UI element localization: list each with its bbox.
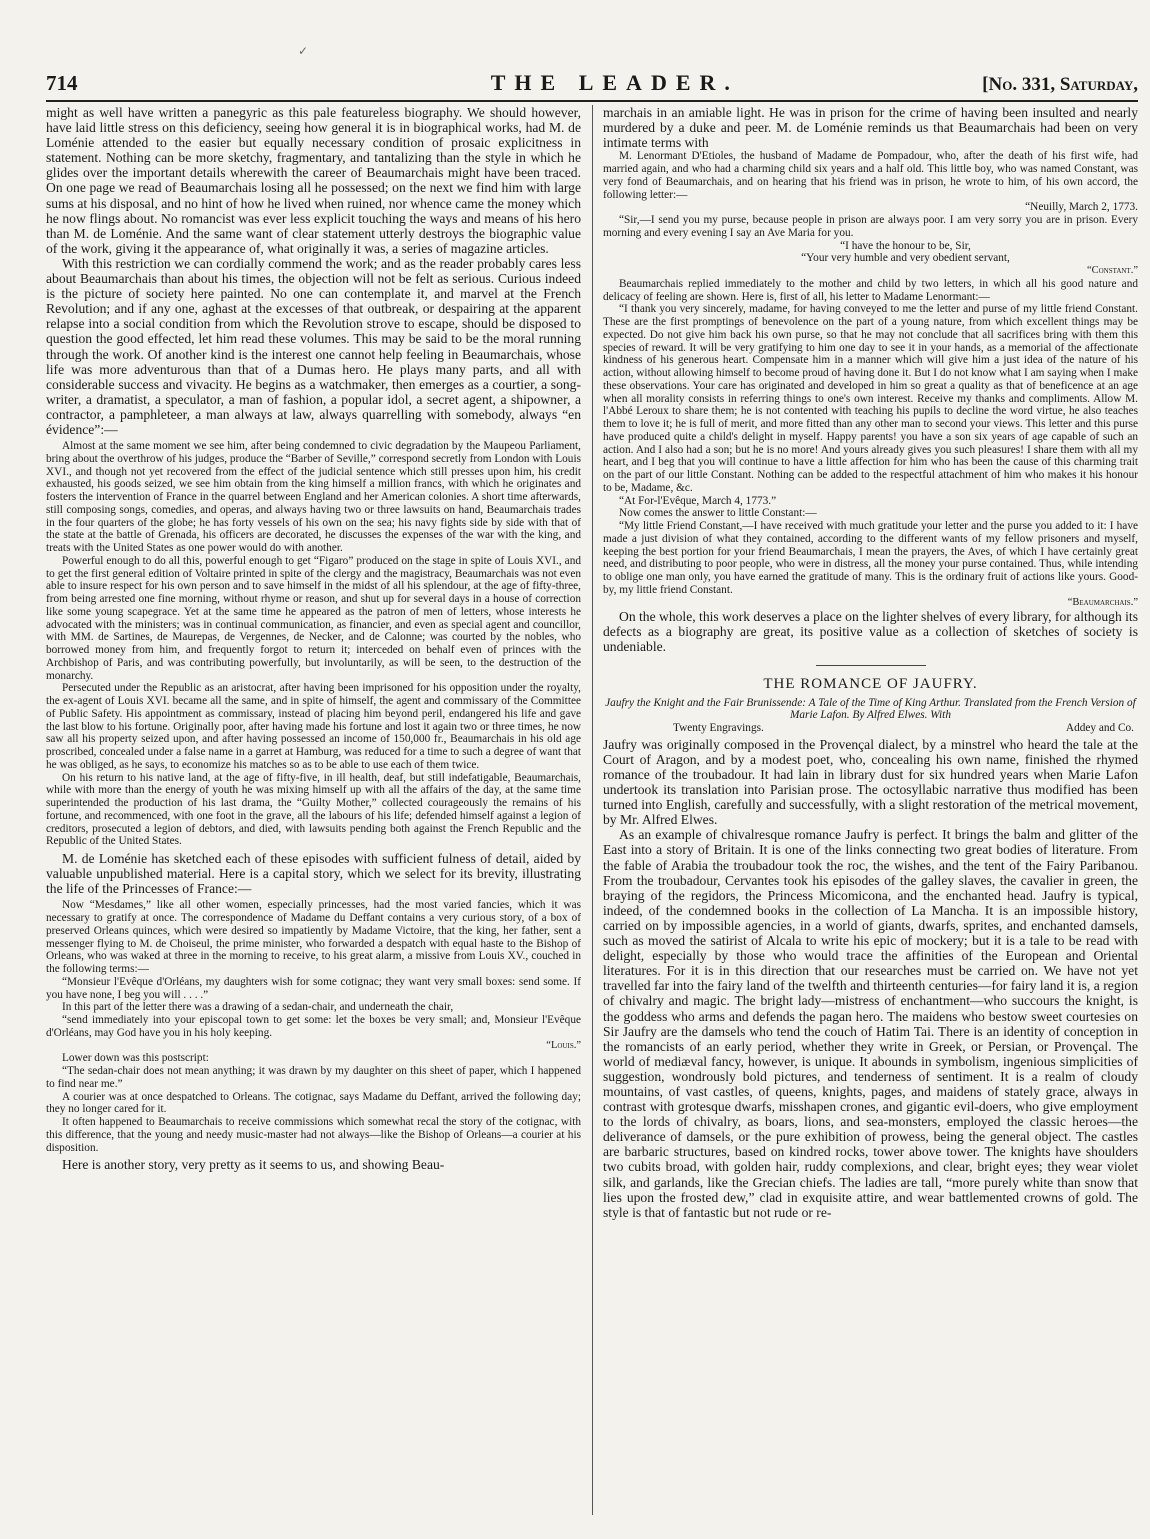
quoted-paragraph: Lower down was this postscript:: [62, 1052, 209, 1065]
quoted-paragraph: Beaumarchais replied immediately to the mother and child by two letters, in which all his good nature and delicacy of feeling are shown. Here is, first of all, his letter to Madame Lenormant:—: [603, 277, 1138, 303]
letter-closing: “Your very humble and very obedient servant,: [801, 252, 1010, 265]
signature: “Beaumarchais.”: [1067, 596, 1138, 608]
quoted-paragraph: Now comes the answer to little Constant:—: [619, 507, 817, 520]
review-title: THE ROMANCE OF JAUFRY.: [763, 675, 978, 692]
quoted-paragraph: M. Lenormant D'Etioles, the husband of Madame de Pompadour, who, after the death of his first wife, had married again, and who had a charming child six years and a half old. This little boy, who was named Constant, was very fond of Beaumarchais, and on hearing that his friend was in prison, he wrote to him, of his own accord, the following letter:—: [603, 150, 1138, 201]
paragraph: On the whole, this work deserves a place on the lighter shelves of every library, for although its defects as a biography are great, its positive value as a collection of sketches of society is undeniable.: [603, 609, 1138, 655]
quoted-paragraph: “Monsieur l'Evêque d'Orléans, my daughters wish for some cotignac; they want very small boxes: send some. If you have none, I beg you will . . . .”: [46, 975, 581, 1001]
paragraph: Jaufry was originally composed in the Provençal dialect, by a minstrel who heard the tale at the Court of Aragon, and by a modest poet, who, concealing his own name, finished the rhymed romance of the troubadour. It had lain in library dust for six hundred years when Marie Lafon undertook its translation into Parisian prose. The octosyllabic narrative thus modified has been turned into English, carefully and successfully, with a slight restoration of the metrical movement, by Mr. Alfred Elwes.: [603, 736, 1138, 828]
stray-mark: ✓: [298, 44, 309, 58]
publisher: Addey and Co.: [1065, 722, 1134, 735]
columns: [46, 105, 1138, 1515]
left-column: [46, 105, 581, 1515]
right-column: [592, 105, 1138, 1515]
engravings-note: Twenty Engravings.: [673, 722, 764, 735]
letter-closing: “I have the honour to be, Sir,: [840, 239, 971, 252]
paragraph: With this restriction we can cordially commend the work; and as the reader probably cares less about Beaumarchais than about his times, the objection will not be felt as serious. Curious indeed is the picture of society here painted. No one can contemplate it, and marvel at the French Revolution; and if any one, aghast at the excesses of that outbreak, or despairing at the apparent relapse into a social condition from which the Revolution strove to escape, should be disposed to question the good effected, let him read these volumes. This may be said to be the moral running through the work. Of another kind is the interest one cannot help feeling in Beaumarchais, whose life was more adventurous than that of a Dumas hero. He plays many parts, and all with considerable success and vivacity. He begins as a watchmaker, then emerges as a courtier, a song-writer, a dramatist, a speculator, a man of fashion, a popular idol, a secret agent, a shipowner, a contractor, a pamphleteer, a man always at law, always quarrelling with somebody, always “en évidence”:—: [46, 255, 581, 437]
quoted-paragraph: Persecuted under the Republic as an aristocrat, after having been imprisoned for his opposition under the royalty, the ex-agent of Louis XVI. became all the same, and in spite of himself, the agent and commissary of the Committee of Public Safety. His appointment as commissary, instead of placing him beyond peril, endangered his life and gave the last blow to his fortune. Originally poor, after having made his fortune and lost it again two or three times, he now saw all his property seized upon, and after having possessed an income of 150,000 fr., Beaumarchais in his old age proscribed, concealed under a false name in a garret at Hamburg, was reduced for a time to such a degree of want that he was obliged, as he says, to economize his matches so as to be able to use each of them twice.: [46, 682, 581, 771]
quoted-paragraph: Powerful enough to do all this, powerful enough to get “Figaro” produced on the stage in spite of Louis XVI., and to get the first general edition of Voltaire printed in spite of the clergy and the magistracy, Beaumarchais was not even able to insure respect for his own person and to save himself in the midst of all his splendour, at the age of fifty-three, from being arrested one fine morning, without rhyme or reason, and shut up for several days in a house of correction like some young scapegrace. Yet at the same time he appeared as the patron of men of letters, whose interests he advocated with the ministers; was in continual communication, as financier, and even as special agent and councillor, with MM. de Sartines, de Maurepas, de Vergennes, de Necker, and de Calonne; was courted by the nobles, who borrowed money from him, and frequently forgot to return it; interceded on behalf even of princes with the Archbishop of Paris, and was contributing powerfully, but involuntarily, as will be seen, to the destruction of the monarchy.: [46, 554, 581, 682]
quoted-paragraph: “I thank you very sincerely, madame, for having conveyed to me the letter and purse of my little friend Constant. These are the first promptings of benevolence on the part of a young nature, from which excellent things may be expected. Do not give him back his own purse, so that he may not conclude that all sacrifices bring with them this species of reward. It will be very gratifying to him one day to see it in your hands, as a memorial of the affectionate kindness of his generous heart. Compensate him in a manner which will give him a just idea of the nature of his action, without allowing himself to become proud of having done it. But I do not know what I am saying when I make these observations. Your care has originated and developed in him so great a quality as that of beneficence at an age when all morality consists in referring things to one's own interest. Receive my thanks and compliments. Allow M. l'Abbé Leroux to share them; he is not contented with teaching his pupils to decline the word virtue, he also teaches them to love it; he is full of merit, and more fitted than any other man to second your views. This letter and this purse have produced quite a child's delight in myself. Happy parents! you have a son six years of age capable of such an action. And I also had a son; but he is no more! And yours already gives you such pleasures! I share them with all my heart, and I beg that you will continue to have a little affection for him who has been the cause of this charming trait on the part of our little Constant. Nothing can be added to the respectful attachment of him who makes it his honour to be, Madame, &c.: [603, 303, 1138, 494]
quoted-paragraph: Now “Mesdames,” like all other women, especially princesses, had the most varied fancies, which it was necessary to gratify at once. The correspondence of Madame du Deffant contains a very curious story, of a box of preserved Orleans quinces, which were desired so impatiently by Madame Victoire, that the king, her father, sent a messenger flying to M. de Choiseul, the prime minister, who forwarded a despatch with equal haste to the Bishop of Orleans, who was waked at three in the morning to receive, to his great alarm, a missive from Louis XV., couched in the following terms:—: [46, 899, 581, 976]
section-divider: [816, 665, 926, 666]
signature: “Constant.”: [1086, 265, 1138, 277]
quoted-paragraph: “Sir,—I send you my purse, because people in prison are always poor. I am very sorry you are in prison. Every morning and every evening I say an Ave Maria for you.: [603, 214, 1138, 239]
paragraph: might as well have written a panegyric as this pale featureless biography. We should however, have laid little stress on this deficiency, seeing how general it is in biographical works, had M. de Loménie attended to the easier but equally necessary condition of prosaic explicitness in statement. Nothing can be more sketchy, fragmentary, and tantalizing than the style in which he glides over the important details wherewith the career of Beaumarchais might have been traced. On one page we read of Beaumarchais losing all he possessed; on the next we find him with large sums at his disposal, and no hint of how he lived when ruined, nor whence came the money which he now flings about. No romancist was ever less explicit touching the ways and means of his hero than M. de Loménie. And the same want of clear statement utterly destroys the biographic value of the work, giving it the appearance of, what originally it was, a series of magazine articles.: [46, 105, 581, 256]
paragraph: M. de Loménie has sketched each of these episodes with sufficient fulness of detail, aided by valuable unpublished material. Here is a capital story, which we select for its brevity, illustrating the life of the Princesses of France:—: [46, 851, 581, 897]
quoted-paragraph: “send immediately into your episcopal town to get some: let the boxes be very small; and, Monsieur l'Evêque d'Orléans, may God have you in his holy keeping.: [46, 1014, 581, 1039]
newspaper-title: THE LEADER.: [490, 70, 739, 95]
letter-date: “At For-l'Evêque, March 4, 1773.”: [619, 494, 777, 507]
quoted-paragraph: In this part of the letter there was a drawing of a sedan-chair, and underneath the chair,: [62, 1001, 454, 1014]
review-subtitle: [603, 697, 1138, 723]
header-rule: [46, 100, 1138, 102]
quoted-paragraph: “The sedan-chair does not mean anything; it was drawn by my daughter on this sheet of paper, which I happened to find near me.”: [46, 1065, 581, 1090]
publisher-line: [603, 722, 1138, 735]
issue-label: [No. 331, Saturday,: [982, 74, 1138, 95]
paragraph: As an example of chivalresque romance Jaufry is perfect. It brings the balm and glitter of the East into a story of Britain. It is one of the links connecting two great bodies of literature. From the fable of Arabia the troubadour took the roc, the wishes, and the tent of the Fairy Paribanou. From the troubadour, Cervantes took his episodes of the galley slaves, the cavalier in green, the braying of the regidors, the Princess Micomicona, and the enchanted head. Jaufry is typical, indeed, of the condemned books in the collection of La Mancha. It is an impossible history, carried on by impossible agencies, in a world of giants, dwarfs, sprites, and enchanted damsels, such as moved the satirist of Alcala to write his epic of mockery; but it is a tale to be read with delight, especially by those who would trace the affinities of the European and Oriental literatures. For it is in this direction that our researches must be carried on. We have not yet travelled far into the fairy land of the twelfth and thirteenth centuries—for fairy land it is, a region of chivalry and magic. The bright lady—mistress of enchantment—who succours the knight, is the goddess who arms and defends the pagan hero. The maidens who bestow sweet courtesies on Sir Jaufry are the damsels who tend the couch of Hatim Tai. There is an identity of conception in the romancists of an early period, whether they write in Greek, or Persian, or Provençal. The world of mediæval fancy, however, is unique. It abounds in symbolism, ingenious simplicities of suggestion, wondrously bold pictures, and tenderness of sentiment. It is a realm of cloudy mountains, of vast castles, of queens, knights, pages, and maidens of stately grace, always in contrast with grotesque dwarfs, misshapen crones, and gigantic evil-doers, who give employment to the lords of chivalry, as boars, lions, and sea-monsters, employed the classic heroes—the deliverance of damsels, or the pure exhibition of prowess, being the general object. The castles are barbaric structures, based on kindred rocks, tower above tower. The knights have shoulders two cubits broad, with golden hair, ruddy complexions, and clear, bright eyes; they wear violet silk, and garlands, like the Grecian chiefs. The ladies are tall, “more purely white than snow that lies upon the frosted dew,” clad in exquisite attire, and wear battlemented crowns of gold. The style is that of fantastic but not rude or re-: [603, 827, 1138, 1220]
quoted-paragraph: On his return to his native land, at the age of fifty-five, in ill health, deaf, but still indefatigable, Beaumarchais, while with more than the energy of youth he was mixing himself up with all the affairs of the day, at the same time superintended the production of his last drama, the “Guilty Mother,” collected courageously the remains of his fortune, and recommenced, with one foot in the grave, all the labours of his life; defended himself against a legion of creditors, prosecuted a legion of debtors, and died, with lawsuits pending both against the French Republic and the Republic of the United States.: [46, 771, 581, 848]
masthead: [46, 70, 1138, 98]
paragraph: marchais in an amiable light. He was in prison for the crime of having been insulted and nearly murdered by a duke and peer. M. de Loménie reminds us that Beaumarchais had been on very intimate terms with: [603, 105, 1138, 151]
book-title: Jaufry the Knight and the Fair Brunissende: A Tale of the Time of King Arthur. Translated from the French Version of Marie Lafon. By Alfred Elwes. With: [605, 696, 1136, 722]
paragraph: Here is another story, very pretty as it seems to us, and showing Beau-: [62, 1157, 445, 1173]
quoted-paragraph: A courier was at once despatched to Orleans. The cotignac, says Madame du Deffant, arrived the following day; they no longer cared for it.: [46, 1090, 581, 1116]
letter-date: “Neuilly, March 2, 1773.: [1025, 201, 1138, 214]
signature: “Louis.”: [546, 1039, 581, 1051]
quoted-paragraph: “My little Friend Constant,—I have received with much gratitude your letter and the purse you added to it: I have made a just division of what they contained, according to the different wants of my fellow prisoners and myself, keeping the best portion for your friend Beaumarchais, I mean the prayers, the Aves, of which I have certainly great need, and distributing to poor people, who were in distress, all the money your purse contained. Thus, while intending to oblige one man only, you have earned the gratitude of many. This is the ordinary fruit of actions like yours. Good-by, my little friend Constant.: [603, 520, 1138, 596]
page-number: 714: [46, 71, 78, 95]
quoted-paragraph: It often happened to Beaumarchais to receive commissions which somewhat recal the story of the cotignac, with this difference, that the young and needy music-master had not always—like the Bishop of Orleans—a courier at his disposition.: [46, 1116, 581, 1154]
quoted-paragraph: Almost at the same moment we see him, after being condemned to civic degradation by the Maupeou Parliament, bring about the overthrow of his judges, produce the “Barber of Seville,” correspond secretly from London with Louis XVI., and though not yet recovered from the effect of the judicial sentence which still presses upon him, his credit exhausted, his goods seized, we see him obtain from the king himself a million francs, with which he originates and fosters the intervention of France in the quarrel between England and her American colonies. A short time afterwards, still composing songs, comedies, and operas, and always having two or three lawsuits on hand, Beaumarchais trades in the four quarters of the globe; he has forty vessels of his own on the sea; his navy fights side by side with that of the state at the battle of Grenada, his officers are decorated, he discusses the expenses of the war with the king, and treats with the United States as one power would do with another.: [46, 440, 581, 555]
